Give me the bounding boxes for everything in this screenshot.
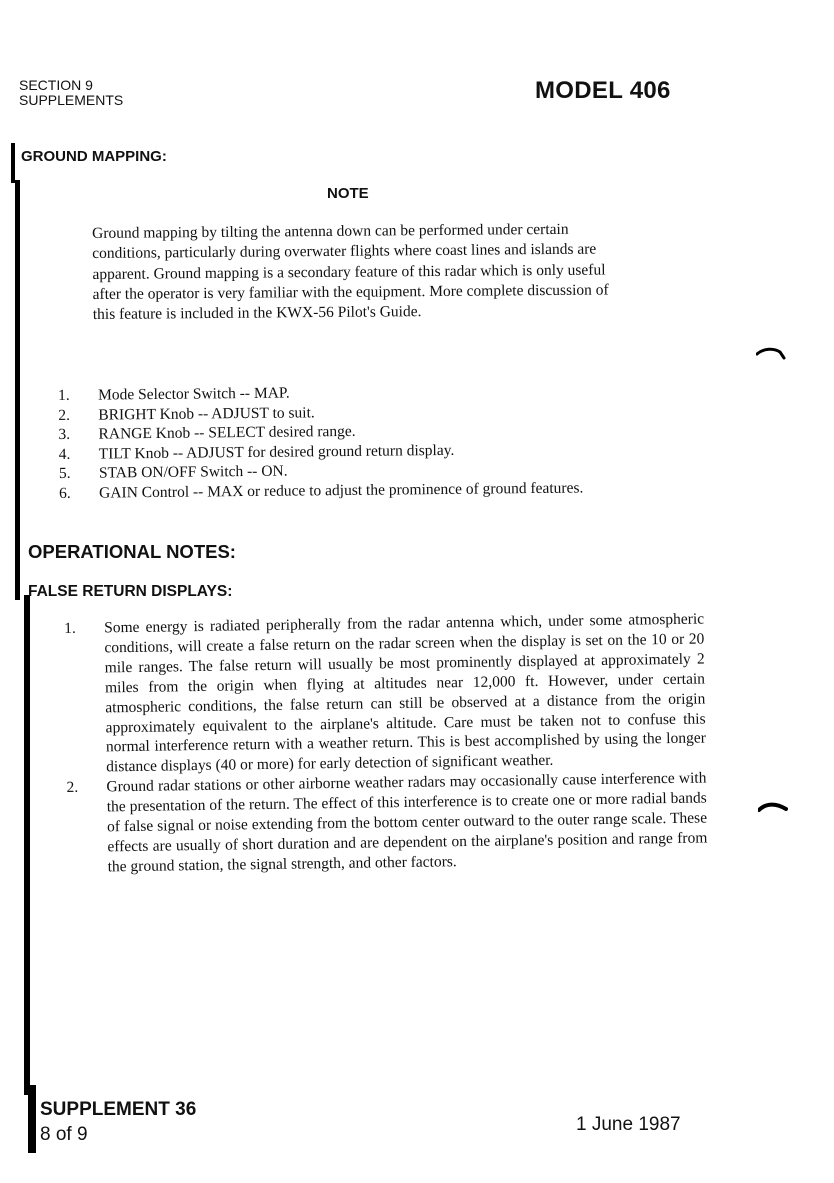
revision-bar-top [11,143,15,183]
item-text: Some energy is radiated peripherally from the radar antenna which, under some atmospheric conditions, will create a false return on the radar screen when the display is set on the 10 or 20 mile ranges. The false return will usually be most prominently displayed at approximately 2 miles from the origin when flying at altitudes near 12,000 ft. However, under certain atmospheric conditions, the false return can still be observed at a distance from the origin approximately equivalent to the airplane's altitude. Care must be taken not to confuse this normal interference return with a weather return. This is best accomplished by using the longer distance displays (40 or more) for early detection of significant weather. [104,610,706,776]
section-number: SECTION 9 [19,77,93,93]
ground-mapping-steps [58,379,699,503]
scan-mark-icon [758,800,788,816]
note-heading: NOTE [327,185,369,202]
revision-bar-footer [28,1085,36,1153]
step-text: RANGE Knob -- SELECT desired range. [98,423,356,443]
revision-bar-lower [24,595,30,1095]
step-number: 4. [58,445,71,463]
step-number: 6. [59,484,71,502]
step-number: 3. [58,426,71,444]
revision-date: 1 June 1987 [576,1114,681,1135]
step-number: 1. [58,386,70,404]
section-label [19,78,123,108]
note-text: Ground mapping by tilting the antenna down can be performed under certain conditions, particularly during overwater flights where coast lines and islands are apparent. Ground mapping is a secondary feature of this radar which is only useful after the operator is very familiar with the equipment. More complete discussion of this feature is included in the KWX-56 Pilot's Guide. [92,220,609,324]
step-text: STAB ON/OFF Switch -- ON. [98,462,288,482]
list-item [64,610,706,779]
page-number: 8 of 9 [40,1124,88,1145]
ground-mapping-heading: GROUND MAPPING: [21,148,167,165]
step-text: TILT Knob -- ADJUST for desired ground return display. [98,441,455,463]
step-text: GAIN Control -- MAX or reduce to adjust the prominence of ground features. [99,479,584,502]
revision-bar-left [15,180,20,600]
supplement-label: SUPPLEMENT 36 [40,1099,197,1120]
false-return-list [64,610,708,878]
item-number: 2. [66,779,79,797]
item-number: 1. [64,619,76,637]
item-text: Ground radar stations or other airborne weather radars may occasionally cause interference with the presentation of the return. The effect of this interference is to create one or more radial bands of false signal or noise extending from the bottom center outward to the outer range scale. These effects are usually of short duration and are dependent on the airplane's position and range from the ground station, the signal strength, and other factors. [106,769,708,876]
model-title: MODEL 406 [535,77,671,104]
false-return-heading: FALSE RETURN DISPLAYS: [28,583,233,600]
step-number: 2. [58,406,71,424]
operational-notes-heading: OPERATIONAL NOTES: [28,541,236,562]
scan-mark-icon [756,346,786,362]
step-number: 5. [58,465,71,483]
step-text: Mode Selector Switch -- MAP. [98,384,290,404]
step-text: BRIGHT Knob -- ADJUST to suit. [98,403,315,424]
section-title: SUPPLEMENTS [19,92,124,108]
list-item [66,769,707,878]
